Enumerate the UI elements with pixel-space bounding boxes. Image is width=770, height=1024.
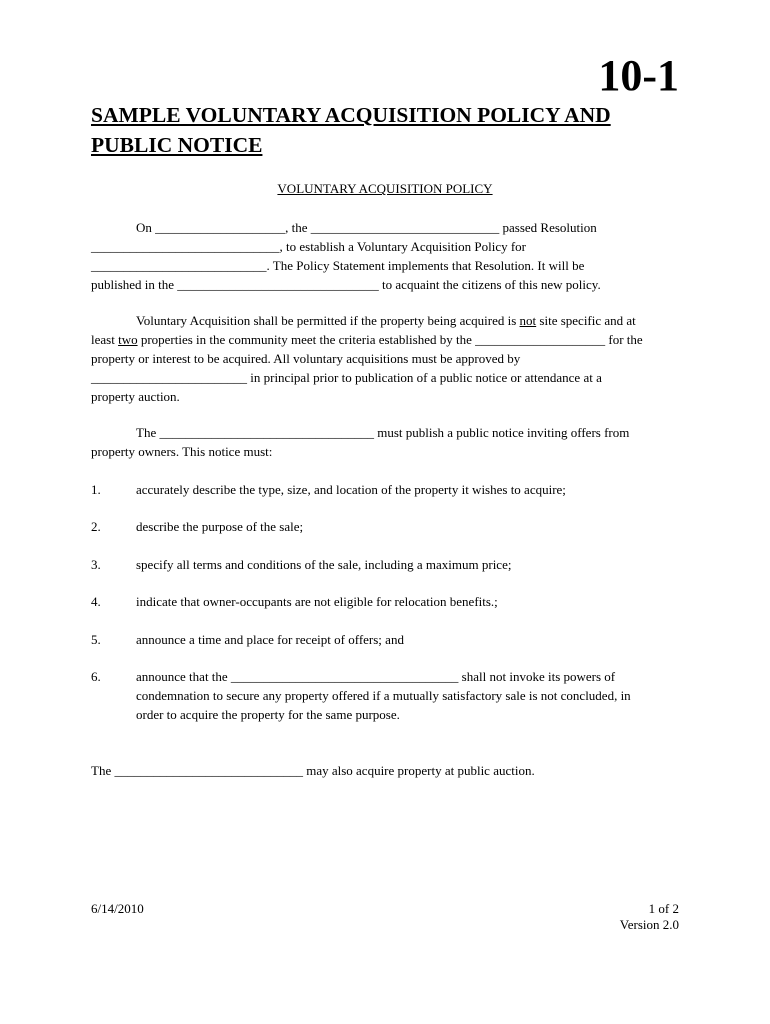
version-label: Version 2.0 [619, 917, 679, 932]
list-number: 4. [91, 594, 101, 609]
paragraph-line: _____________________________, to establish a Voluntary Acquisition Policy for [91, 239, 527, 254]
paragraph-line: ________________________ in principal prior to publication of a public notice or attendance at a [91, 370, 602, 385]
list-text: specify all terms and conditions of the sale, including a maximum price; [136, 557, 512, 572]
paragraph-line: On ____________________, the _____________________________ passed Resolution [136, 220, 597, 235]
page-number: 1 of 2 [648, 901, 679, 916]
paragraph-line: property or interest to be acquired. All voluntary acquisitions must be approved by [91, 351, 521, 366]
footer-date: 6/14/2010 [91, 901, 144, 916]
paragraph-criteria [91, 311, 691, 406]
list-text: announce a time and place for receipt of offers; and [136, 632, 404, 647]
list-number: 1. [91, 482, 101, 497]
paragraph-resolution [91, 218, 691, 294]
list-number: 6. [91, 669, 101, 684]
list-text: accurately describe the type, size, and location of the property it wishes to acquire; [136, 482, 566, 497]
document-number: 10-1 [598, 51, 679, 100]
section-subtitle: VOLUNTARY ACQUISITION POLICY [277, 181, 493, 196]
paragraph-line [91, 330, 691, 349]
list-text: indicate that owner-occupants are not eligible for relocation benefits.; [136, 594, 498, 609]
paragraph-notice [91, 423, 691, 461]
paragraph-line: The _____________________________ may also acquire property at public auction. [91, 763, 535, 778]
list-number: 3. [91, 557, 101, 572]
footer-page-info [620, 901, 679, 933]
paragraph-closing [91, 761, 691, 780]
emphasis-not: not [519, 313, 537, 328]
paragraph-line: ___________________________. The Policy Statement implements that Resolution. It will be [91, 258, 585, 273]
emphasis-two: two [118, 332, 138, 347]
text-run: properties in the community meet the criteria established by the ____________________ for the [137, 332, 643, 347]
list-number: 2. [91, 519, 101, 534]
paragraph-line: The _________________________________ must publish a public notice inviting offers from [136, 425, 630, 440]
list-text: describe the purpose of the sale; [136, 519, 304, 534]
title-line-1: SAMPLE VOLUNTARY ACQUISITION POLICY AND [91, 103, 611, 127]
list-number: 5. [91, 632, 101, 647]
text-run: Voluntary Acquisition shall be permitted if the property being acquired is [136, 313, 520, 328]
paragraph-line [91, 311, 691, 330]
title-line-2: PUBLIC NOTICE [91, 133, 263, 157]
paragraph-line: published in the _______________________________ to acquaint the citizens of this new policy. [91, 277, 601, 292]
paragraph-line: property owners. This notice must: [91, 444, 273, 459]
document-title [91, 100, 691, 160]
text-run: least [91, 332, 119, 347]
paragraph-line: property auction. [91, 389, 180, 404]
text-run: site specific and at [536, 313, 636, 328]
list-text: announce that the ___________________________________ shall not invoke its powers of condemnation to secure any property offered if a mutually satisfactory sale is not concluded, in order to acquire the property for the same purpose. [136, 669, 631, 722]
